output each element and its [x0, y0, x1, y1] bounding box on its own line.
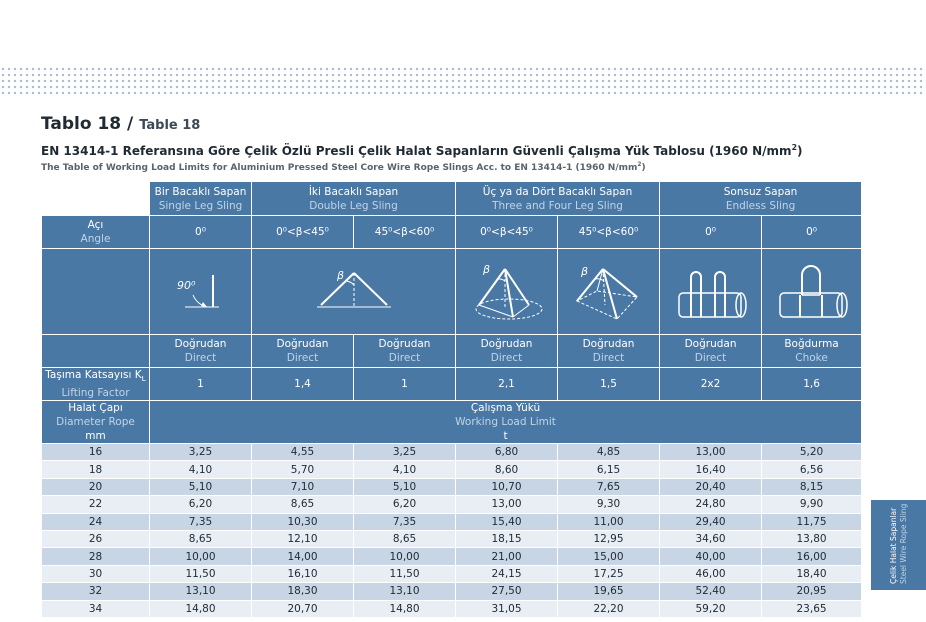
angle-value: 0⁰<β<45⁰ — [252, 216, 354, 249]
load-cell: 11,75 — [762, 513, 862, 530]
load-cell: 22,20 — [558, 600, 660, 617]
load-cell: 9,90 — [762, 496, 862, 513]
load-cell: 11,50 — [150, 565, 252, 582]
load-cell: 7,35 — [150, 513, 252, 530]
endless-choke-drawing — [762, 249, 862, 335]
group-single-leg: Bir Bacaklı Sapan Single Leg Sling — [150, 182, 252, 216]
lifting-factor-value: 1,6 — [762, 368, 862, 401]
load-cell: 5,20 — [762, 444, 862, 461]
load-cell: 4,55 — [252, 444, 354, 461]
single-leg-drawing — [150, 249, 252, 335]
load-cell: 14,80 — [354, 600, 456, 617]
load-cell: 15,40 — [456, 513, 558, 530]
load-cell: 8,15 — [762, 478, 862, 495]
load-cell: 12,10 — [252, 531, 354, 548]
diameter-cell: 34 — [42, 600, 150, 617]
group-endless: Sonsuz Sapan Endless Sling — [660, 182, 862, 216]
load-cell: 6,20 — [354, 496, 456, 513]
load-cell: 8,60 — [456, 461, 558, 478]
load-cell: 6,56 — [762, 461, 862, 478]
load-cell: 8,65 — [354, 531, 456, 548]
load-cell: 14,80 — [150, 600, 252, 617]
load-cell: 4,10 — [150, 461, 252, 478]
load-cell: 16,10 — [252, 565, 354, 582]
load-cell: 18,40 — [762, 565, 862, 582]
table-row — [42, 531, 862, 548]
load-cell: 5,10 — [354, 478, 456, 495]
load-cell: 10,30 — [252, 513, 354, 530]
three-leg-drawing — [456, 249, 558, 335]
load-cell: 24,15 — [456, 565, 558, 582]
lifting-factor-value: 2x2 — [660, 368, 762, 401]
angle-value: 0⁰ — [150, 216, 252, 249]
load-cell: 52,40 — [660, 583, 762, 600]
lifting-factor-value: 2,1 — [456, 368, 558, 401]
diameter-cell: 20 — [42, 478, 150, 495]
ninety-degree-label: 90⁰ — [176, 278, 195, 292]
load-cell: 8,65 — [252, 496, 354, 513]
load-cell: 13,00 — [456, 496, 558, 513]
working-load-label: Çalışma Yükü Working Load Limit t — [150, 401, 862, 444]
load-cell: 21,00 — [456, 548, 558, 565]
drawing-row-label — [42, 249, 150, 335]
diameter-cell: 18 — [42, 461, 150, 478]
load-cell: 3,25 — [354, 444, 456, 461]
type-row-label — [42, 335, 150, 368]
type-cell: Doğrudan Direct — [456, 335, 558, 368]
four-leg-drawing — [558, 249, 660, 335]
lifting-factor-value: 1 — [150, 368, 252, 401]
single-leg-sling-icon — [171, 267, 231, 317]
lifting-factor-value: 1 — [354, 368, 456, 401]
load-cell: 24,80 — [660, 496, 762, 513]
endless-direct-drawing — [660, 249, 762, 335]
angle-value: 0⁰ — [762, 216, 862, 249]
load-cell: 59,20 — [660, 600, 762, 617]
diameter-cell: 24 — [42, 513, 150, 530]
group-three-four-leg: Üç ya da Dört Bacaklı Sapan Three and Four Leg Sling — [456, 182, 660, 216]
load-cell: 10,00 — [354, 548, 456, 565]
type-cell: Doğrudan Direct — [354, 335, 456, 368]
load-cell: 27,50 — [456, 583, 558, 600]
load-cell: 6,80 — [456, 444, 558, 461]
load-cell: 13,10 — [354, 583, 456, 600]
table-row — [42, 496, 862, 513]
svg-text:β: β — [482, 262, 490, 276]
dotted-banner — [0, 66, 926, 96]
table-row — [42, 600, 862, 617]
load-cell: 5,10 — [150, 478, 252, 495]
table-row — [42, 444, 862, 461]
load-cell: 9,30 — [558, 496, 660, 513]
load-cell: 4,10 — [354, 461, 456, 478]
table-row — [42, 583, 862, 600]
lifting-factor-value: 1,4 — [252, 368, 354, 401]
angle-value: 0⁰<β<45⁰ — [456, 216, 558, 249]
load-cell: 23,65 — [762, 600, 862, 617]
load-cell: 13,00 — [660, 444, 762, 461]
load-cell: 29,40 — [660, 513, 762, 530]
load-cell: 11,50 — [354, 565, 456, 582]
load-cell: 40,00 — [660, 548, 762, 565]
table-row — [42, 461, 862, 478]
angle-value: 45⁰<β<60⁰ — [354, 216, 456, 249]
lifting-factor-value: 1,5 — [558, 368, 660, 401]
load-cell: 16,40 — [660, 461, 762, 478]
angle-value: 45⁰<β<60⁰ — [558, 216, 660, 249]
diameter-cell: 30 — [42, 565, 150, 582]
side-tab — [871, 500, 926, 590]
diameter-label: Halat Çapı Diameter Rope mm — [42, 401, 150, 444]
load-cell: 4,85 — [558, 444, 660, 461]
load-cell: 19,65 — [558, 583, 660, 600]
type-cell: Doğrudan Direct — [558, 335, 660, 368]
table-subtitle-tr: EN 13414-1 Referansına Göre Çelik Özlü Presli Çelik Halat Sapanların Güvenli Çalışma Yük Tablosu (1960 $N/mm^2$) — [41, 143, 803, 158]
load-cell: 13,80 — [762, 531, 862, 548]
svg-text:β: β — [580, 264, 588, 278]
load-cell: 7,35 — [354, 513, 456, 530]
type-cell: Doğrudan Direct — [252, 335, 354, 368]
load-cell: 5,70 — [252, 461, 354, 478]
diameter-cell: 22 — [42, 496, 150, 513]
side-tab-label-tr: Çelik Halat Sapanlar — [889, 507, 898, 584]
load-cell: 18,15 — [456, 531, 558, 548]
load-cell: 17,25 — [558, 565, 660, 582]
endless-direct-sling-icon — [671, 261, 751, 323]
type-cell: Doğrudan Direct — [660, 335, 762, 368]
three-leg-sling-icon — [467, 261, 547, 323]
double-leg-drawing — [252, 249, 456, 335]
load-cell: 14,00 — [252, 548, 354, 565]
load-cell: 34,60 — [660, 531, 762, 548]
load-cell: 7,10 — [252, 478, 354, 495]
load-cell: 20,70 — [252, 600, 354, 617]
double-leg-sling-icon — [309, 267, 399, 317]
load-cell: 7,65 — [558, 478, 660, 495]
diameter-cell: 16 — [42, 444, 150, 461]
load-cell: 18,30 — [252, 583, 354, 600]
load-cell: 20,40 — [660, 478, 762, 495]
angle-value: 0⁰ — [660, 216, 762, 249]
endless-choke-sling-icon — [772, 261, 852, 323]
table-row — [42, 548, 862, 565]
working-load-table — [41, 181, 862, 618]
table-row — [42, 478, 862, 495]
diameter-cell: 26 — [42, 531, 150, 548]
four-leg-sling-icon — [569, 261, 649, 323]
angle-label: Açı Angle — [42, 216, 150, 249]
load-cell: 10,70 — [456, 478, 558, 495]
group-double-leg: İki Bacaklı Sapan Double Leg Sling — [252, 182, 456, 216]
table-row — [42, 565, 862, 582]
load-cell: 15,00 — [558, 548, 660, 565]
load-cell: 20,95 — [762, 583, 862, 600]
type-cell: Boğdurma Choke — [762, 335, 862, 368]
load-cell: 12,95 — [558, 531, 660, 548]
load-cell: 8,65 — [150, 531, 252, 548]
load-cell: 10,00 — [150, 548, 252, 565]
load-cell: 11,00 — [558, 513, 660, 530]
corner-cell — [42, 182, 150, 216]
load-cell: 3,25 — [150, 444, 252, 461]
table-row — [42, 513, 862, 530]
diameter-cell: 32 — [42, 583, 150, 600]
type-cell: Doğrudan Direct — [150, 335, 252, 368]
page-title: Tablo 18 / Table 18 — [41, 114, 201, 134]
load-cell: 6,15 — [558, 461, 660, 478]
svg-text:β: β — [336, 268, 344, 282]
lifting-factor-label: Taşıma Katsayısı $K_L$ Lifting Factor — [42, 368, 150, 401]
load-cell: 31,05 — [456, 600, 558, 617]
load-cell: 16,00 — [762, 548, 862, 565]
side-tab-label-en: Steel Wire Rope Sling — [899, 503, 908, 584]
load-cell: 6,20 — [150, 496, 252, 513]
load-cell: 13,10 — [150, 583, 252, 600]
table-subtitle-en: The Table of Working Load Limits for Aluminium Pressed Steel Core Wire Rope Slings Acc. to EN 13414-1 (1960 $N/mm^2$) — [41, 162, 646, 173]
load-cell: 46,00 — [660, 565, 762, 582]
diameter-cell: 28 — [42, 548, 150, 565]
